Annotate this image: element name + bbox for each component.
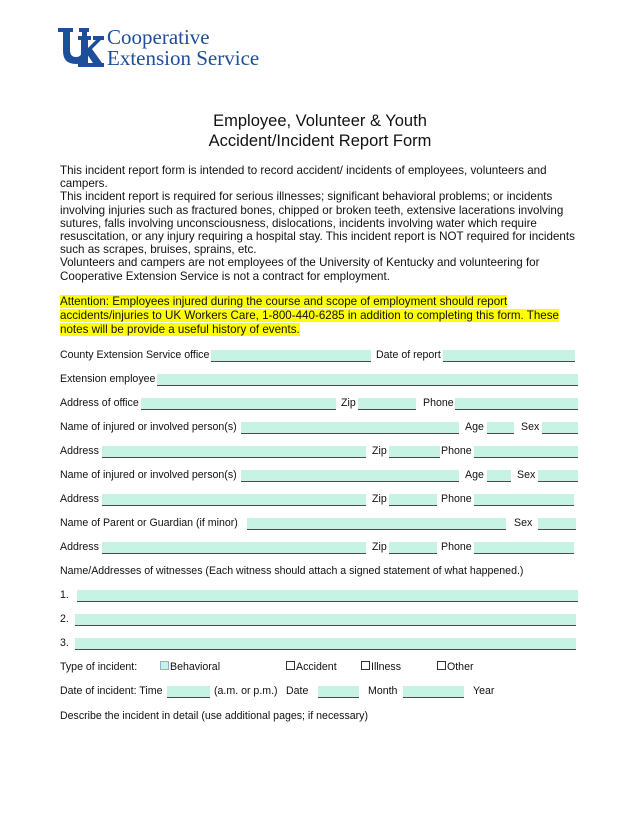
form-title-line-2: Accident/Incident Report Form	[208, 132, 432, 150]
row-county-office	[60, 348, 584, 362]
address-3-phone-field[interactable]	[474, 542, 574, 554]
parent-guardian-field[interactable]	[247, 518, 506, 530]
row-witness-3	[60, 636, 584, 650]
row-parent-guardian	[60, 516, 584, 530]
row-type-of-incident	[60, 660, 584, 674]
injured-person-1-label: Name of injured or involved person(s)	[60, 421, 237, 433]
row-address-2	[60, 492, 584, 506]
describe-incident-label: Describe the incident in detail (use additional pages; if necessary)	[60, 710, 368, 722]
logo-line-1: Cooperative	[107, 25, 210, 49]
parent-guardian-sex-field[interactable]	[538, 518, 576, 530]
address-1-phone-field[interactable]	[474, 446, 578, 458]
address-2-label: Address	[60, 493, 99, 505]
date-of-report-label: Date of report	[376, 349, 441, 361]
address-1-field[interactable]	[102, 446, 366, 458]
accident-checkbox[interactable]	[286, 661, 295, 670]
witness-3-field[interactable]	[75, 638, 576, 650]
incident-date-label: Date	[286, 685, 309, 697]
incident-year-label: Year	[473, 685, 495, 697]
extension-employee-field[interactable]	[157, 374, 578, 386]
address-3-field[interactable]	[102, 542, 366, 554]
witnesses-label: Name/Addresses of witnesses (Each witness should attach a signed statement of what happened.)	[60, 565, 524, 577]
attention-notice	[60, 295, 584, 337]
address-1-zip-label: Zip	[372, 445, 387, 457]
witness-1-number: 1.	[60, 589, 69, 601]
incident-time-field[interactable]	[167, 686, 210, 698]
injured-person-2-field[interactable]	[241, 470, 459, 482]
address-2-field[interactable]	[102, 494, 366, 506]
attention-highlight: Attention: Employees injured during the course and scope of employment should report accidents/injuries to UK Workers Care, 1-800-440-6285 in addition to completing this form. These notes will be provide a useful history of events.	[60, 295, 559, 336]
date-of-incident-time-label: Date of incident: Time	[60, 685, 163, 697]
incident-month-field[interactable]	[403, 686, 464, 698]
extension-employee-label: Extension employee	[60, 373, 156, 385]
row-address-3	[60, 540, 584, 554]
address-1-label: Address	[60, 445, 99, 457]
injured-person-2-sex-label: Sex	[517, 469, 536, 481]
intro-paragraph-3: Volunteers and campers are not employees of the University of Kentucky and volunteering for Cooperative Extension Service is not a contract for employment.	[60, 256, 540, 283]
injured-person-1-sex-field[interactable]	[542, 422, 578, 434]
behavioral-label: Behavioral	[170, 661, 221, 673]
injured-person-1-field[interactable]	[241, 422, 459, 434]
address-of-office-label: Address of office	[60, 397, 139, 409]
witness-2-field[interactable]	[75, 614, 576, 626]
row-address-of-office	[60, 396, 584, 410]
address-of-office-field[interactable]	[141, 398, 336, 410]
row-witness-2	[60, 612, 584, 626]
address-2-zip-field[interactable]	[389, 494, 437, 506]
injured-person-1-age-label: Age	[465, 421, 484, 433]
uk-logo-mark-icon	[58, 28, 104, 68]
address-3-label: Address	[60, 541, 99, 553]
illness-checkbox[interactable]	[361, 661, 370, 670]
office-zip-field[interactable]	[358, 398, 416, 410]
row-address-1	[60, 444, 584, 458]
injured-person-2-age-field[interactable]	[487, 470, 511, 482]
injured-person-2-sex-field[interactable]	[538, 470, 578, 482]
accident-label: Accident	[296, 661, 337, 673]
address-1-zip-field[interactable]	[389, 446, 440, 458]
parent-guardian-label: Name of Parent or Guardian (if minor)	[60, 517, 238, 529]
illness-label: Illness	[371, 661, 402, 673]
row-witnesses-heading	[60, 564, 584, 578]
row-injured-person-1	[60, 420, 584, 434]
county-office-field[interactable]	[211, 350, 371, 362]
option-accident[interactable]	[286, 660, 337, 674]
option-other[interactable]	[437, 660, 474, 674]
other-checkbox[interactable]	[437, 661, 446, 670]
uk-logo	[58, 25, 288, 70]
intro-paragraph-1: This incident report form is intended to record accident/ incidents of employees, volunteers and campers.	[60, 164, 547, 191]
intro-text	[60, 164, 584, 283]
injured-person-2-age-label: Age	[465, 469, 484, 481]
type-of-incident-label: Type of incident:	[60, 661, 138, 673]
incident-month-label: Month	[368, 685, 398, 697]
injured-person-2-label: Name of injured or involved person(s)	[60, 469, 237, 481]
row-witness-1	[60, 588, 584, 602]
injured-person-1-sex-label: Sex	[521, 421, 540, 433]
address-2-phone-field[interactable]	[474, 494, 574, 506]
address-3-phone-label: Phone	[441, 541, 472, 553]
injured-person-1-age-field[interactable]	[487, 422, 514, 434]
office-phone-field[interactable]	[455, 398, 578, 410]
behavioral-checkbox[interactable]	[160, 661, 169, 670]
am-pm-label: (a.m. or p.m.)	[214, 685, 278, 697]
county-office-label: County Extension Service office	[60, 349, 210, 361]
logo-line-2: Extension Service	[107, 46, 260, 70]
row-date-of-incident	[60, 684, 584, 698]
witness-1-field[interactable]	[77, 590, 578, 602]
form-title-line-1: Employee, Volunteer & Youth	[213, 112, 427, 130]
option-behavioral[interactable]	[160, 660, 220, 674]
address-2-phone-label: Phone	[441, 493, 472, 505]
other-label: Other	[447, 661, 474, 673]
incident-date-field[interactable]	[318, 686, 359, 698]
address-2-zip-label: Zip	[372, 493, 387, 505]
office-phone-label: Phone	[423, 397, 454, 409]
date-of-report-field[interactable]	[443, 350, 575, 362]
address-3-zip-field[interactable]	[389, 542, 437, 554]
logo-wordmark	[107, 27, 259, 69]
intro-paragraph-2: This incident report is required for serious illnesses; significant behavioral problems; or incidents involving injuries such as fractured bones, chipped or broken teeth, extensive lacerations involving sutures, falls involving unconsciousness, dislocations, incidents involving water which require resuscitation, or any injury requiring a hospital stay. This incident report is NOT required for incidents such as scrapes, bruises, sprains, etc.	[60, 190, 575, 257]
address-1-phone-label: Phone	[441, 445, 472, 457]
office-zip-label: Zip	[341, 397, 356, 409]
witness-2-number: 2.	[60, 613, 69, 625]
address-3-zip-label: Zip	[372, 541, 387, 553]
row-injured-person-2	[60, 468, 584, 482]
parent-guardian-sex-label: Sex	[514, 517, 533, 529]
option-illness[interactable]	[361, 660, 401, 674]
row-describe	[60, 709, 584, 723]
witness-3-number: 3.	[60, 637, 69, 649]
row-extension-employee	[60, 372, 584, 386]
